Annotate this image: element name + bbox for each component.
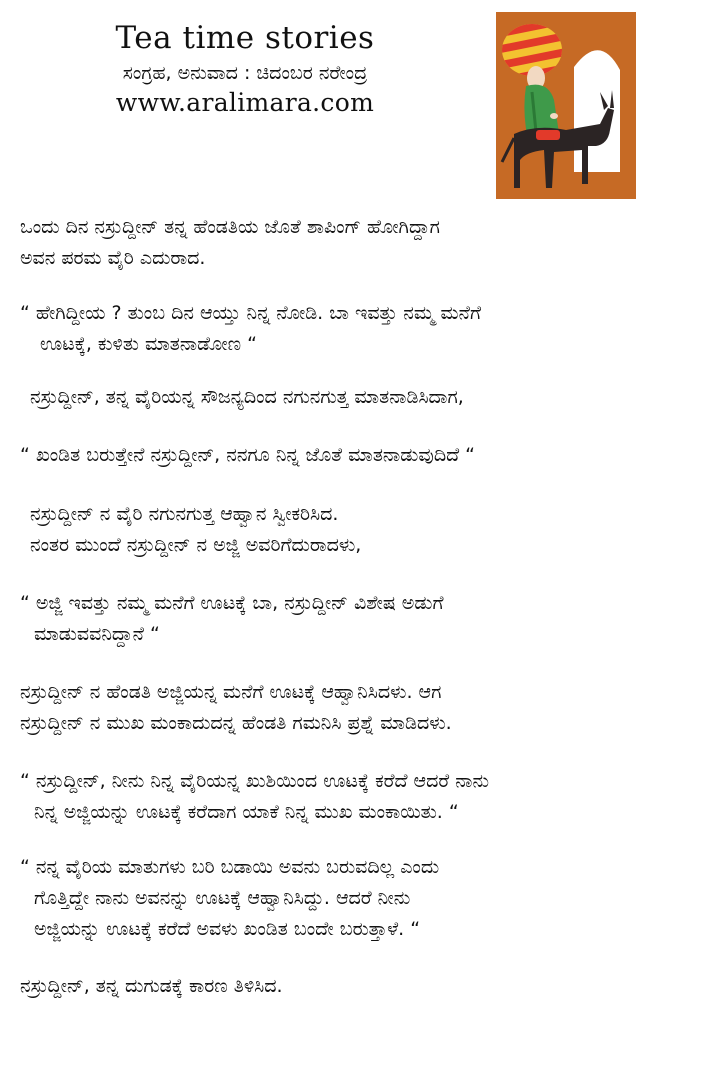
story-line: “ ಹೇಗಿದ್ದೀಯ ? ತುಂಬ ದಿನ ಆಯ್ತು ನಿನ್ನ ನೋಡಿ. ಬಾ ಇವತ್ತು ನಮ್ಮ ಮನೆಗೆ (20, 302, 481, 324)
story-line: “ ನಸ್ರುದ್ದೀನ್, ನೀನು ನಿನ್ನ ವೈರಿಯನ್ನ ಖುಶಿಯಿಂದ ಊಟಕ್ಕೆ ಕರೆದೆ ಆದರೆ ನಾನು (20, 770, 490, 792)
credit-line: ಸಂಗ್ರಹ, ಅನುವಾದ : ಚಿದಂಬರ ನರೇಂದ್ರ (122, 62, 368, 84)
story-paragraph (0, 212, 720, 274)
story-paragraph (0, 298, 720, 360)
story-line: ನಸ್ರುದ್ದೀನ್, ತನ್ನ ದುಗುಡಕ್ಕೆ ಕಾರಣ ತಿಳಿಸಿದ. (20, 975, 283, 997)
story-paragraph (0, 499, 720, 561)
story-paragraph (0, 440, 720, 471)
page-title: Tea time stories (115, 20, 375, 56)
website-url: www.aralimara.com (115, 88, 375, 117)
story-line: ನಿನ್ನ ಅಜ್ಜಿಯನ್ನು ಊಟಕ್ಕೆ ಕರೆದಾಗ ಯಾಕೆ ನಿನ್ನ ಮುಖ ಮಂಕಾಯಿತು. “ (34, 801, 459, 823)
story-paragraph (0, 588, 720, 650)
story-text (0, 212, 720, 1002)
story-line: ಅವನ ಪರಮ ವೈರಿ ಎದುರಾದ. (20, 247, 206, 269)
story-line: ನಂತರ ಮುಂದೆ ನಸ್ರುದ್ದೀನ್ ನ ಅಜ್ಜಿ ಅವರಿಗೆದುರಾದಳು, (30, 534, 362, 556)
story-line: ನಸ್ರುದ್ದೀನ್ ನ ವೈರಿ ನಗುನಗುತ್ತ ಆಹ್ವಾನ ಸ್ವೀಕರಿಸಿದ. (30, 503, 339, 525)
story-line: ನಸ್ರುದ್ದೀನ್, ತನ್ನ ವೈರಿಯನ್ನ ಸೌಜನ್ಯದಿಂದ ನಗುನಗುತ್ತ ಮಾತನಾಡಿಸಿದಾಗ, (30, 386, 464, 408)
story-paragraph (0, 677, 720, 739)
story-line: ಒಂದು ದಿನ ನಸ್ರುದ್ದೀನ್ ತನ್ನ ಹೆಂಡತಿಯ ಜೊತೆ ಶಾಪಿಂಗ್ ಹೋಗಿದ್ದಾಗ (20, 216, 440, 238)
story-line: ಗೊತ್ತಿದ್ದೇ ನಾನು ಅವನನ್ನು ಊಟಕ್ಕೆ ಆಹ್ವಾನಿಸಿದ್ದು. ಆದರೆ ನೀನು (34, 887, 411, 909)
story-paragraph (0, 382, 720, 413)
story-line: ನಸ್ರುದ್ದೀನ್ ನ ಹೆಂಡತಿ ಅಜ್ಜಿಯನ್ನ ಮನೆಗೆ ಊಟಕ್ಕೆ ಆಹ್ವಾನಿಸಿದಳು. ಆಗ (20, 681, 442, 703)
story-line: “ ಅಜ್ಜಿ ಇವತ್ತು ನಮ್ಮ ಮನೆಗೆ ಊಟಕ್ಕೆ ಬಾ, ನಸ್ರುದ್ದೀನ್ ವಿಶೇಷ ಅಡುಗೆ (20, 592, 444, 614)
story-paragraph (0, 766, 720, 828)
story-line: “ ಖಂಡಿತ ಬರುತ್ತೇನೆ ನಸ್ರುದ್ದೀನ್, ನನಗೂ ನಿನ್ನ ಜೊತೆ ಮಾತನಾಡುವುದಿದೆ “ (20, 444, 476, 466)
story-line: ಅಜ್ಜಿಯನ್ನು ಊಟಕ್ಕೆ ಕರೆದೆ ಅವಳು ಖಂಡಿತ ಬಂದೇ ಬರುತ್ತಾಳೆ. “ (34, 918, 421, 940)
story-line: “ ನನ್ನ ವೈರಿಯ ಮಾತುಗಳು ಬರಿ ಬಡಾಯಿ ಅವನು ಬರುವದಿಲ್ಲ ಎಂದು (20, 856, 440, 878)
man-on-donkey-illustration (496, 12, 636, 199)
story-line: ಊಟಕ್ಕೆ, ಕುಳಿತು ಮಾತನಾಡೋಣ “ (40, 333, 257, 355)
story-paragraph (0, 971, 720, 1002)
story-line: ನಸ್ರುದ್ದೀನ್ ನ ಮುಖ ಮಂಕಾದುದನ್ನ ಹೆಂಡತಿ ಗಮನಿಸಿ ಪ್ರಶ್ನೆ ಮಾಡಿದಳು. (20, 712, 452, 734)
header (0, 0, 490, 117)
story-paragraph (0, 852, 720, 945)
story-line: ಮಾಡುವವನಿದ್ದಾನೆ “ (34, 623, 160, 645)
